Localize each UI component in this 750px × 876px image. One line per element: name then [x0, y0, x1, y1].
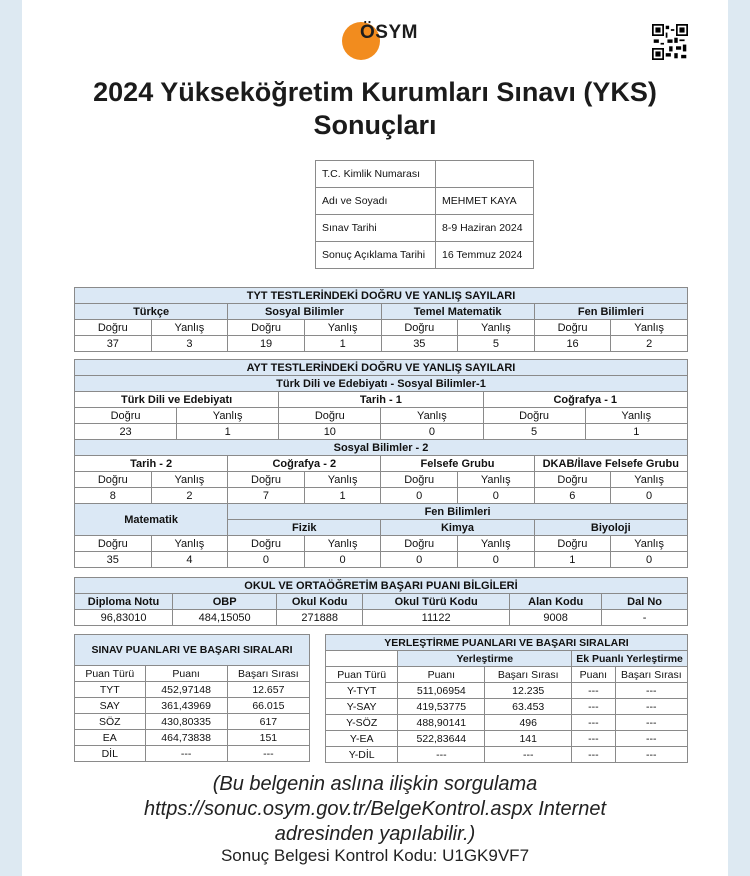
- yanlis-label: Yanlış: [151, 320, 228, 336]
- yanlis-label: Yanlış: [457, 536, 534, 552]
- dogru-label: Doğru: [534, 320, 611, 336]
- cell: ---: [572, 699, 615, 715]
- dogru-value: 23: [75, 424, 177, 440]
- ayt-subject: Türk Dili ve Edebiyatı: [75, 392, 279, 408]
- cell: Y-SÖZ: [326, 715, 398, 731]
- cell: ---: [227, 746, 309, 762]
- cell: Y-EA: [326, 731, 398, 747]
- ayt-subject: Fizik: [228, 520, 381, 536]
- cell: ---: [572, 747, 615, 763]
- yer-sub1: Yerleştirme: [398, 651, 572, 667]
- dogru-label: Doğru: [228, 320, 305, 336]
- page-title-line2: Sonuçları: [313, 110, 437, 140]
- info-label: Adı ve Soyadı: [316, 188, 436, 215]
- okul-header: OBP: [173, 594, 277, 610]
- cell: 63.453: [485, 699, 572, 715]
- yanlis-label: Yanlış: [585, 408, 687, 424]
- dogru-label: Doğru: [381, 536, 458, 552]
- table-row: [75, 730, 310, 746]
- sinav-header: Puan Türü: [75, 666, 146, 682]
- dogru-label: Doğru: [483, 408, 585, 424]
- cell: 12.235: [485, 683, 572, 699]
- yerlestirme-puanlari-table: [325, 634, 688, 763]
- cell: 419,53775: [398, 699, 485, 715]
- cell: 496: [485, 715, 572, 731]
- okul-value: 11122: [363, 610, 510, 626]
- table-row: [75, 746, 310, 762]
- okul-table: [74, 577, 688, 626]
- cell: 617: [227, 714, 309, 730]
- cell: 141: [485, 731, 572, 747]
- cell: ---: [572, 715, 615, 731]
- sinav-header: Puanı: [145, 666, 227, 682]
- dogru-value: 7: [228, 488, 305, 504]
- yer-header: Puan Türü: [326, 667, 398, 683]
- ayt-subject: DKAB/İlave Felsefe Grubu: [534, 456, 687, 472]
- cell: 151: [227, 730, 309, 746]
- yer-header: Puanı: [572, 667, 615, 683]
- dogru-value: 8: [75, 488, 152, 504]
- ayt-subject: Tarih - 1: [279, 392, 483, 408]
- cell: Y-DİL: [326, 747, 398, 763]
- dogru-label: Doğru: [534, 472, 611, 488]
- info-label: Sınav Tarihi: [316, 215, 436, 242]
- dogru-label: Doğru: [75, 320, 152, 336]
- yanlis-label: Yanlış: [611, 320, 688, 336]
- yanlis-value: 1: [304, 488, 381, 504]
- table-row: [326, 747, 688, 763]
- yanlis-value: 1: [585, 424, 687, 440]
- okul-header: Diploma Notu: [75, 594, 173, 610]
- yanlis-label: Yanlış: [304, 320, 381, 336]
- cell: ---: [615, 699, 687, 715]
- yer-header: Başarı Sırası: [485, 667, 572, 683]
- table-row: [326, 731, 688, 747]
- cell: ---: [615, 747, 687, 763]
- cell: TYT: [75, 682, 146, 698]
- yanlis-label: Yanlış: [304, 472, 381, 488]
- yanlis-value: 0: [304, 552, 381, 568]
- yanlis-value: 2: [151, 488, 228, 504]
- okul-value: 271888: [277, 610, 363, 626]
- yanlis-label: Yanlış: [304, 536, 381, 552]
- okul-header: Okul Türü Kodu: [363, 594, 510, 610]
- cell: SAY: [75, 698, 146, 714]
- yer-header: Başarı Sırası: [615, 667, 687, 683]
- dogru-label: Doğru: [228, 472, 305, 488]
- yanlis-value: 2: [611, 336, 688, 352]
- control-code: Sonuç Belgesi Kontrol Kodu: U1GK9VF7: [220, 846, 530, 865]
- okul-title: OKUL VE ORTAÖĞRETİM BAŞARI PUANI BİLGİLERİ: [75, 578, 688, 594]
- cell: 452,97148: [145, 682, 227, 698]
- yanlis-label: Yanlış: [151, 472, 228, 488]
- tyt-subject: Temel Matematik: [381, 304, 534, 320]
- dogru-value: 19: [228, 336, 305, 352]
- left-frame: [0, 0, 22, 876]
- info-row: [316, 161, 534, 188]
- dogru-value: 35: [381, 336, 458, 352]
- yanlis-value: 0: [611, 552, 688, 568]
- yanlis-value: 0: [457, 552, 534, 568]
- yanlis-value: 1: [177, 424, 279, 440]
- yanlis-label: Yanlış: [611, 472, 688, 488]
- yanlis-value: 1: [304, 336, 381, 352]
- cell: EA: [75, 730, 146, 746]
- yanlis-value: 5: [458, 336, 535, 352]
- ayt-subject: Tarih - 2: [75, 456, 228, 472]
- footer-line: adresinden yapılabilir.): [274, 823, 476, 845]
- qr-code-icon: [652, 24, 688, 60]
- yer-title: YERLEŞTİRME PUANLARI VE BAŞARI SIRALARI: [326, 635, 688, 651]
- dogru-value: 6: [534, 488, 611, 504]
- sinav-header: Başarı Sırası: [227, 666, 309, 682]
- dogru-label: Doğru: [279, 408, 381, 424]
- okul-value: 9008: [510, 610, 602, 626]
- cell: ---: [485, 747, 572, 763]
- ayt-table: [74, 359, 688, 568]
- cell: 12.657: [227, 682, 309, 698]
- tyt-subject: Türkçe: [75, 304, 228, 320]
- dogru-label: Doğru: [381, 472, 458, 488]
- cell: ---: [398, 747, 485, 763]
- cell: 511,06954: [398, 683, 485, 699]
- cell: 66.015: [227, 698, 309, 714]
- dogru-value: 37: [75, 336, 152, 352]
- cell: ---: [145, 746, 227, 762]
- footer-line: (Bu belgenin aslına ilişkin sorgulama: [212, 773, 538, 795]
- cell: ---: [615, 715, 687, 731]
- cell: SÖZ: [75, 714, 146, 730]
- yanlis-label: Yanlış: [458, 320, 535, 336]
- right-frame: [728, 0, 750, 876]
- yanlis-value: 0: [381, 424, 483, 440]
- yer-sub2: Ek Puanlı Yerleştirme: [572, 651, 688, 667]
- info-value: 16 Temmuz 2024: [436, 242, 534, 269]
- okul-value: 96,83010: [75, 610, 173, 626]
- tyt-table: [74, 287, 688, 352]
- yer-header: Puanı: [398, 667, 485, 683]
- dogru-value: 1: [534, 552, 611, 568]
- dogru-value: 10: [279, 424, 381, 440]
- dogru-label: Doğru: [228, 536, 305, 552]
- table-row: [75, 682, 310, 698]
- dogru-label: Doğru: [75, 472, 152, 488]
- table-row: [326, 715, 688, 731]
- footer-note: [30, 772, 720, 847]
- yanlis-value: 4: [151, 552, 228, 568]
- table-row: [326, 683, 688, 699]
- cell: 430,80335: [145, 714, 227, 730]
- ayt-subject: Coğrafya - 2: [228, 456, 381, 472]
- cell: DİL: [75, 746, 146, 762]
- tyt-title: TYT TESTLERİNDEKİ DOĞRU VE YANLIŞ SAYILARI: [75, 288, 688, 304]
- yanlis-label: Yanlış: [457, 472, 534, 488]
- sinav-title: SINAV PUANLARI VE BAŞARI SIRALARI: [75, 635, 310, 666]
- cell: 522,83644: [398, 731, 485, 747]
- info-value: 8-9 Haziran 2024: [436, 215, 534, 242]
- page-title: 2024 Yükseköğretim Kurumları Sınavı (YKS): [93, 77, 657, 107]
- dogru-label: Doğru: [381, 320, 458, 336]
- cell: 361,43969: [145, 698, 227, 714]
- info-row: [316, 188, 534, 215]
- footer-link[interactable]: https://sonuc.osym.gov.tr/BelgeKontrol.aspx Internet: [143, 798, 607, 820]
- dogru-value: 0: [381, 488, 458, 504]
- osym-logo: [342, 16, 432, 62]
- ayt-group1-title: Türk Dili ve Edebiyatı - Sosyal Bilimler-1: [75, 376, 688, 392]
- ayt-title: AYT TESTLERİNDEKİ DOĞRU VE YANLIŞ SAYILARI: [75, 360, 688, 376]
- okul-header: Dal No: [602, 594, 688, 610]
- okul-header: Alan Kodu: [510, 594, 602, 610]
- ayt-group2-title: Sosyal Bilimler - 2: [75, 440, 688, 456]
- cell: ---: [615, 731, 687, 747]
- tyt-subject: Sosyal Bilimler: [228, 304, 381, 320]
- cell: 488,90141: [398, 715, 485, 731]
- sinav-puanlari-table: [74, 634, 310, 762]
- logo-text: ÖSYM: [360, 22, 418, 43]
- cell: 464,73838: [145, 730, 227, 746]
- ayt-fen-title: Fen Bilimleri: [228, 504, 688, 520]
- cell: ---: [572, 731, 615, 747]
- dogru-value: 35: [75, 552, 152, 568]
- okul-value: -: [602, 610, 688, 626]
- yanlis-value: 0: [611, 488, 688, 504]
- yanlis-label: Yanlış: [381, 408, 483, 424]
- info-row: [316, 242, 534, 269]
- dogru-label: Doğru: [534, 536, 611, 552]
- yanlis-value: 0: [457, 488, 534, 504]
- dogru-label: Doğru: [75, 536, 152, 552]
- table-row: [75, 714, 310, 730]
- dogru-value: 0: [228, 552, 305, 568]
- blank-cell: [326, 651, 398, 667]
- okul-header: Okul Kodu: [277, 594, 363, 610]
- dogru-value: 16: [534, 336, 611, 352]
- cell: Y-SAY: [326, 699, 398, 715]
- tyt-subject: Fen Bilimleri: [534, 304, 687, 320]
- dogru-value: 0: [381, 552, 458, 568]
- cell: ---: [572, 683, 615, 699]
- ayt-subject: Biyoloji: [534, 520, 687, 536]
- ayt-subject: Coğrafya - 1: [483, 392, 688, 408]
- ayt-subject: Kimya: [381, 520, 534, 536]
- dogru-label: Doğru: [75, 408, 177, 424]
- cell: ---: [615, 683, 687, 699]
- ayt-matematik-title: Matematik: [75, 504, 228, 536]
- info-value: [436, 161, 534, 188]
- ayt-subject: Felsefe Grubu: [381, 456, 534, 472]
- okul-value: 484,15050: [173, 610, 277, 626]
- info-label: T.C. Kimlik Numarası: [316, 161, 436, 188]
- cell: Y-TYT: [326, 683, 398, 699]
- info-label: Sonuç Açıklama Tarihi: [316, 242, 436, 269]
- info-value: MEHMET KAYA: [436, 188, 534, 215]
- table-row: [326, 699, 688, 715]
- info-row: [316, 215, 534, 242]
- yanlis-label: Yanlış: [151, 536, 228, 552]
- yanlis-label: Yanlış: [611, 536, 688, 552]
- yanlis-value: 3: [151, 336, 228, 352]
- personal-info-table: [315, 160, 534, 269]
- dogru-value: 5: [483, 424, 585, 440]
- table-row: [75, 698, 310, 714]
- yanlis-label: Yanlış: [177, 408, 279, 424]
